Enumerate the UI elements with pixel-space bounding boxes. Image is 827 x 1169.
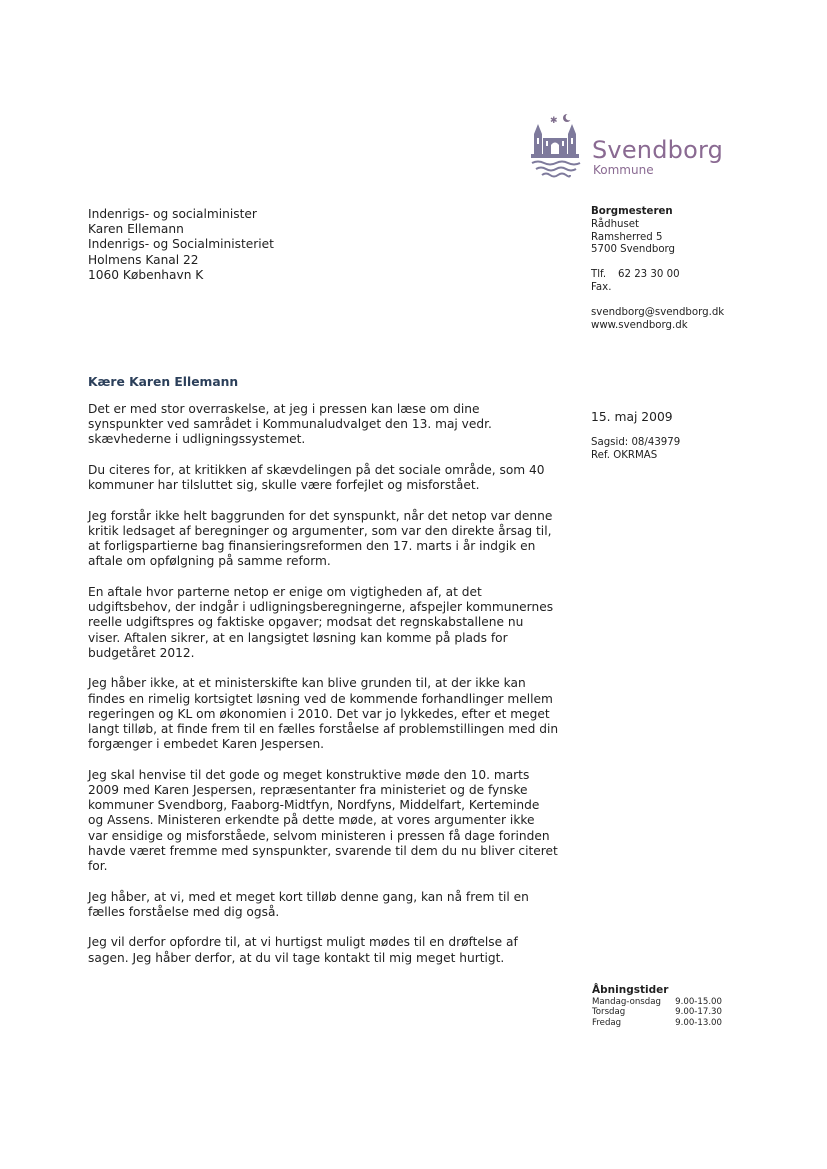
salutation: Kære Karen Ellemann — [88, 375, 239, 389]
svendborg-coat-of-arms-icon — [528, 112, 582, 178]
hours-day: Mandag-onsdag — [592, 997, 661, 1007]
sender-address-line: Ramsherred 5 — [591, 231, 663, 243]
recipient-line: Indenrigs- og socialminister — [88, 207, 257, 221]
letter-body — [88, 402, 574, 981]
opening-hours-row — [592, 1018, 722, 1028]
hours-time: 9.00-15.00 — [675, 997, 722, 1007]
logo-name: Svendborg — [592, 136, 724, 164]
body-paragraph: Du citeres for, at kritikken af skævdelingen på det sociale område, som 40 kommuner har tilsluttet sig, skulle være forfejlet og misforstået. — [88, 463, 545, 493]
fax-label: Fax. — [591, 281, 612, 293]
reference: Ref. OKRMAS — [591, 449, 658, 461]
recipient-address — [88, 207, 274, 283]
recipient-line: Holmens Kanal 22 — [88, 252, 199, 267]
phone-label: Tlf. — [591, 269, 607, 281]
hours-time: 9.00-13.00 — [675, 1017, 722, 1028]
body-paragraph: Det er med stor overraskelse, at jeg i pressen kan læse om dine synspunkter ved samrådet i Kommunaludvalget den 13. maj vedr. skævhederne i udligningssystemet. — [88, 402, 492, 447]
body-paragraph: Jeg skal henvise til det gode og meget konstruktive møde den 10. marts 2009 med Karen Jespersen, repræsentanter fra ministeriet og de fynske kommuner Svendborg, Faaborg-Midtfyn, Nordfyns, Middelfart, Kerteminde og Assens. Ministeren erkendte på dette møde, at vores argumenter ikke var ensidige og misforståede, selvom ministeren i pressen få dage forinden havde været fremme med synspunkter, svarende til dem du nu bliver citeret for. — [88, 767, 558, 874]
letter-date: 15. maj 2009 — [591, 410, 673, 424]
body-paragraph: En aftale hvor parterne netop er enige om vigtigheden af, at det udgiftsbehov, der indgår i udligningsberegningerne, afspejler kommunernes reelle udgiftspres og faktiske opgaver; modsat det regnskabstallene nu viser. Aftalen sikrer, at en langsigtet løsning kan komme på plads for budgetåret 2012. — [88, 585, 554, 660]
body-paragraph: Jeg vil derfor opfordre til, at vi hurtigst muligt mødes til en drøftelse af sagen. Jeg håber derfor, at du vil tage kontakt til mig meget hurtigt. — [88, 935, 518, 965]
sender-website[interactable]: www.svendborg.dk — [591, 319, 688, 331]
opening-hours-title: Åbningstider — [592, 984, 669, 996]
hours-time: 9.00-17.30 — [675, 1007, 722, 1018]
recipient-line: 1060 København K — [88, 267, 204, 282]
recipient-line: Karen Ellemann — [88, 222, 184, 237]
case-id: Sagsid: 08/43979 — [591, 437, 681, 448]
sender-email[interactable]: svendborg@svendborg.dk — [591, 306, 725, 318]
recipient-line: Indenrigs- og Socialministeriet — [88, 237, 274, 252]
opening-hours-row — [592, 1007, 722, 1017]
hours-day: Fredag — [592, 1017, 622, 1028]
logo-subtitle: Kommune — [593, 163, 654, 177]
sender-phone — [591, 269, 724, 282]
opening-hours-row — [592, 997, 722, 1007]
body-paragraph: Jeg forstår ikke helt baggrunden for det synspunkt, når det netop var denne kritik ledsaget af beregninger og argumenter, som var den direkte årsag til, at forligspartierne bag finansieringsreformen den 17. marts i år indgik en aftale om opfølgning på samme reform. — [88, 508, 553, 569]
phone-number: 62 23 30 00 — [618, 269, 680, 281]
hours-day: Torsdag — [592, 1007, 626, 1018]
body-paragraph: Jeg håber ikke, at et ministerskifte kan blive grunden til, at der ikke kan findes en rimelig kortsigtet løsning ved de kommende forhandlinger mellem regeringen og KL om økonomien i 2010. Det var jo lykkedes, efter et meget langt tilløb, at finde frem til en fælles forståelse af problemstillingen med din forgænger i embedet Karen Jespersen. — [88, 676, 559, 752]
body-paragraph: Jeg håber, at vi, med et meget kort tilløb denne gang, kan nå frem til en fælles forståelse med dig også. — [88, 889, 529, 919]
sender-title: Borgmesteren — [591, 206, 673, 217]
sender-address-line: Rådhuset — [591, 218, 640, 230]
opening-hours — [592, 984, 722, 1028]
svg-text:✱: ✱ — [550, 116, 558, 126]
sender-address-line: 5700 Svendborg — [591, 244, 676, 256]
letter-references — [591, 437, 680, 463]
sender-block — [591, 206, 724, 332]
